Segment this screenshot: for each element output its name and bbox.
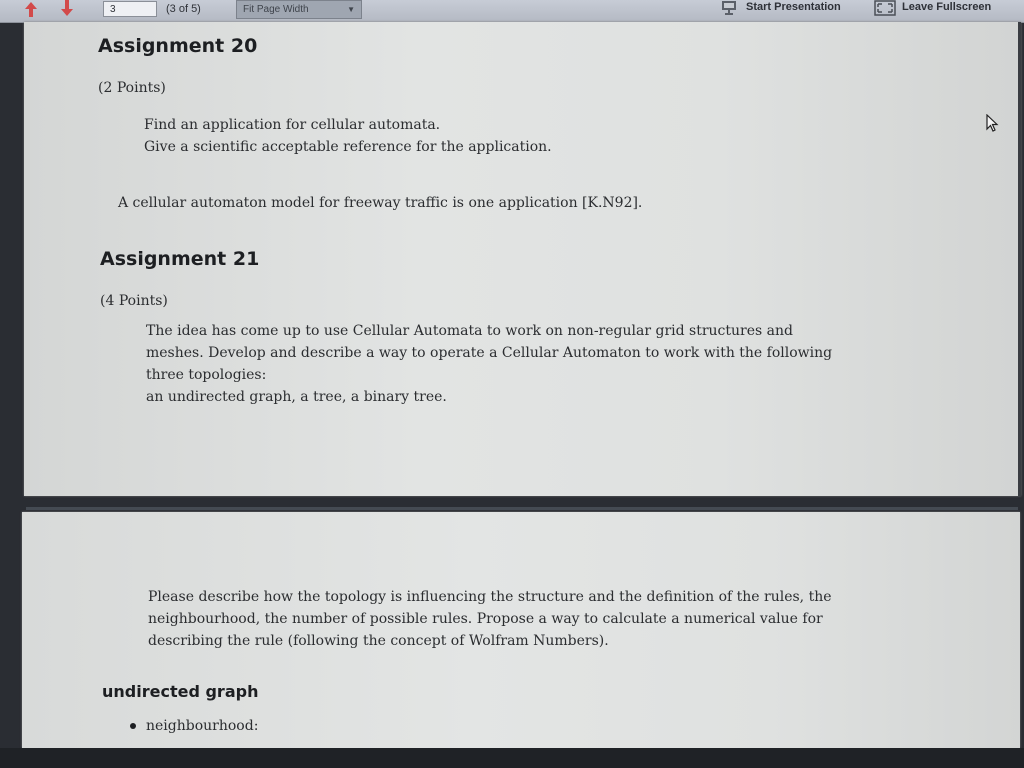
- document-page-3: [24, 22, 1021, 496]
- assignment-21-task: [146, 320, 946, 408]
- mouse-pointer-icon: [986, 114, 1000, 134]
- assignment-20-task-line: Find an application for cellular automata.: [144, 117, 441, 133]
- arrow-down-icon: [58, 0, 76, 18]
- page-number-input[interactable]: [103, 1, 157, 17]
- viewer-toolbar: [0, 0, 1024, 23]
- zoom-value: Fit Page Width: [243, 4, 309, 15]
- undirected-graph-heading: undirected graph: [102, 682, 259, 701]
- page-divider: [26, 507, 1018, 510]
- presentation-icon: [720, 0, 738, 16]
- assignment-20-heading: Assignment 20: [98, 35, 258, 57]
- screen-bezel: [0, 748, 1024, 768]
- zoom-select[interactable]: [236, 0, 362, 19]
- assignment-20-task: [144, 114, 552, 158]
- assignment-20-task-line: Give a scientific acceptable reference for the application.: [144, 139, 552, 155]
- continued-line: Please describe how the topology is influencing the structure and the definition of the rules, the: [148, 589, 832, 605]
- assignment-21-task-line: meshes. Develop and describe a way to operate a Cellular Automaton to work with the following: [146, 345, 833, 361]
- page-number-value: 3: [110, 4, 116, 15]
- leave-fullscreen-label: Leave Fullscreen: [902, 1, 992, 13]
- chevron-down-icon: ▼: [347, 5, 355, 14]
- assignment-21-heading: Assignment 21: [100, 248, 260, 270]
- list-item-text: neighbourhood:: [146, 718, 259, 734]
- continued-line: neighbourhood, the number of possible rules. Propose a way to calculate a numerical value for: [148, 611, 823, 627]
- fullscreen-icon: [874, 0, 896, 16]
- previous-page-button[interactable]: [22, 0, 40, 18]
- assignment-21-continued: [148, 586, 968, 652]
- assignment-20-answer: A cellular automaton model for freeway traffic is one application [K.N92].: [118, 195, 643, 211]
- assignment-21-task-line: three topologies:: [146, 367, 267, 383]
- arrow-up-icon: [22, 0, 40, 18]
- list-item: [130, 718, 258, 734]
- bullet-icon: [130, 723, 136, 729]
- assignment-21-points: (4 Points): [100, 293, 168, 309]
- start-presentation-label: Start Presentation: [746, 1, 841, 13]
- assignment-21-task-line: The idea has come up to use Cellular Automata to work on non-regular grid structures and: [146, 323, 793, 339]
- document-page-4: [22, 512, 1020, 748]
- page-count-label: (3 of 5): [166, 3, 201, 15]
- start-presentation-button[interactable]: [720, 0, 841, 18]
- assignment-20-points: (2 Points): [98, 80, 166, 96]
- assignment-21-task-line: an undirected graph, a tree, a binary tree.: [146, 389, 447, 405]
- continued-line: describing the rule (following the concept of Wolfram Numbers).: [148, 633, 609, 649]
- next-page-button[interactable]: [58, 0, 76, 18]
- leave-fullscreen-button[interactable]: [874, 0, 991, 18]
